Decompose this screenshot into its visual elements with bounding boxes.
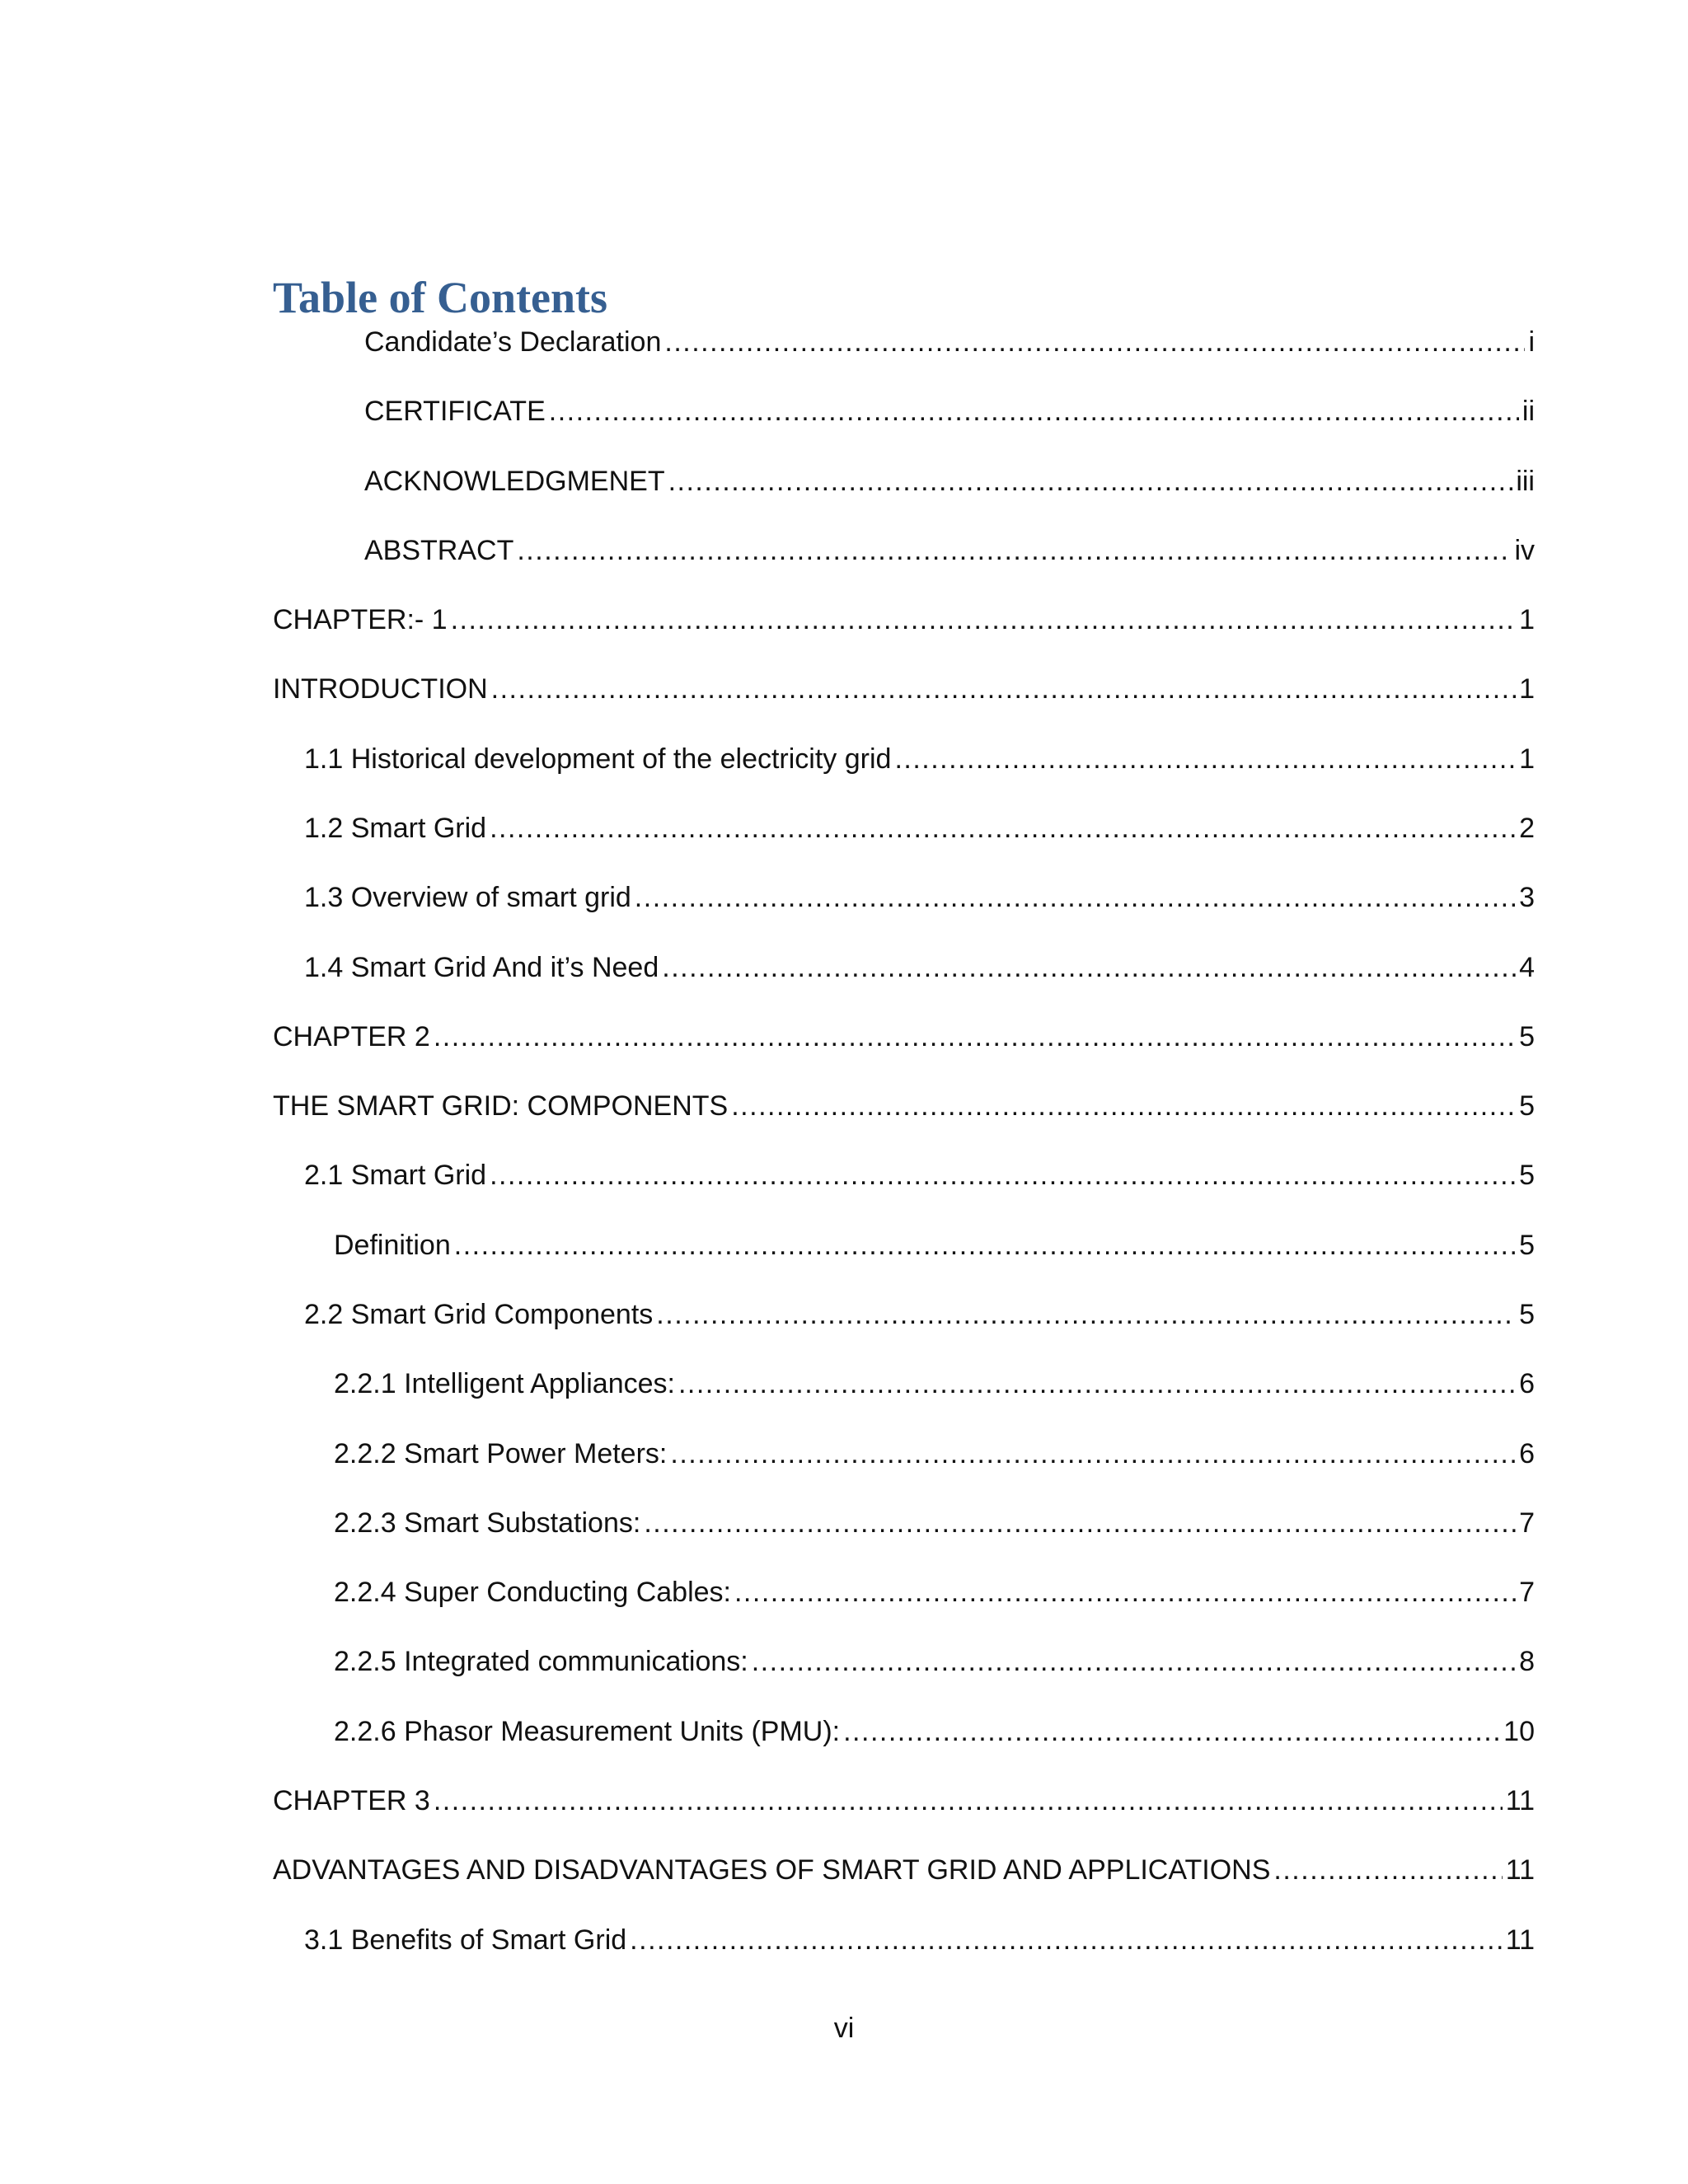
toc-entry[interactable]: [334, 1504, 1535, 1542]
toc-entry-page: i: [1528, 326, 1535, 358]
dot-leader: [451, 601, 1516, 639]
dot-leader: [549, 392, 1519, 430]
toc-entry-page: iv: [1514, 535, 1535, 566]
toc-entry[interactable]: [364, 532, 1535, 569]
toc-entry[interactable]: [273, 1087, 1535, 1125]
dot-leader: [491, 670, 1516, 708]
toc-entry-page: 5: [1519, 1299, 1535, 1330]
toc-entry-page: 2: [1519, 813, 1535, 844]
dot-leader: [894, 740, 1516, 778]
dot-leader: [635, 879, 1516, 916]
toc-entry[interactable]: [334, 1573, 1535, 1611]
toc-entry-page: 1: [1519, 604, 1535, 635]
toc-entry-text: ABSTRACT: [364, 535, 514, 566]
toc-entry[interactable]: [334, 1713, 1535, 1750]
dot-leader: [678, 1365, 1516, 1403]
toc-entry-text: Candidate’s Declaration: [364, 326, 662, 358]
toc-entry-page: 10: [1503, 1716, 1535, 1747]
toc-entry-text: ACKNOWLEDGMENET: [364, 466, 665, 497]
dot-leader: [490, 809, 1516, 847]
toc-entry[interactable]: [364, 392, 1535, 430]
toc-entry-text: 3.1 Benefits of Smart Grid: [304, 1924, 627, 1956]
toc-entry[interactable]: [304, 949, 1535, 987]
toc-entry[interactable]: [304, 1296, 1535, 1333]
dot-leader: [454, 1226, 1516, 1264]
toc-entry-page: 8: [1519, 1646, 1535, 1677]
toc-entry-text: 1.3 Overview of smart grid: [304, 882, 631, 913]
dot-leader: [517, 532, 1511, 569]
dot-leader: [1273, 1851, 1502, 1889]
toc-entry[interactable]: [304, 740, 1535, 778]
toc-entry-text: INTRODUCTION: [273, 673, 488, 705]
toc-entry-page: 3: [1519, 882, 1535, 913]
dot-leader: [752, 1643, 1516, 1680]
dot-leader: [843, 1713, 1500, 1750]
toc-entry[interactable]: [334, 1226, 1535, 1264]
page-number: vi: [833, 2013, 855, 2044]
toc-entry-text: 1.2 Smart Grid: [304, 813, 487, 844]
toc-entry-text: CHAPTER 2: [273, 1021, 430, 1052]
dot-leader: [490, 1156, 1516, 1194]
dot-leader: [434, 1782, 1503, 1820]
toc-entry-text: 1.4 Smart Grid And it’s Need: [304, 952, 659, 983]
toc-entry-text: 2.2.6 Phasor Measurement Units (PMU):: [334, 1716, 841, 1747]
toc-entry-page: 11: [1505, 1924, 1535, 1956]
toc-entry-text: CERTIFICATE: [364, 396, 546, 427]
toc-entry[interactable]: [273, 1782, 1535, 1820]
toc-entry-page: ii: [1522, 396, 1535, 427]
toc-entry[interactable]: [334, 1365, 1535, 1403]
toc-entry-page: 5: [1519, 1090, 1535, 1122]
toc-entry-page: 1: [1519, 743, 1535, 775]
dot-leader: [664, 323, 1525, 361]
toc-entry[interactable]: [273, 1851, 1535, 1889]
toc-entry[interactable]: [364, 462, 1535, 500]
toc-entry-page: 1: [1519, 673, 1535, 705]
toc-entry-page: 5: [1519, 1160, 1535, 1191]
dot-leader: [662, 949, 1516, 987]
toc-entry-page: iii: [1516, 466, 1535, 497]
dot-leader: [734, 1573, 1516, 1611]
toc-entry-page: 6: [1519, 1368, 1535, 1399]
toc-entry[interactable]: [304, 1921, 1535, 1959]
toc-entry-page: 7: [1519, 1577, 1535, 1608]
toc-entry[interactable]: [334, 1643, 1535, 1680]
toc-entry-page: 4: [1519, 952, 1535, 983]
dot-leader: [656, 1296, 1516, 1333]
toc-entry-text: CHAPTER:- 1: [273, 604, 448, 635]
toc-entry-text: ADVANTAGES AND DISADVANTAGES OF SMART GRID AND APPLICATIONS: [273, 1854, 1271, 1886]
toc-entry[interactable]: [273, 1018, 1535, 1056]
toc-entry-page: 5: [1519, 1230, 1535, 1261]
toc-entry-text: 2.1 Smart Grid: [304, 1160, 487, 1191]
toc-entry-page: 6: [1519, 1438, 1535, 1469]
dot-leader: [630, 1921, 1503, 1959]
toc-entry-text: CHAPTER 3: [273, 1785, 430, 1816]
dot-leader: [644, 1504, 1516, 1542]
toc-entry[interactable]: [273, 601, 1535, 639]
toc-entry-text: 1.1 Historical development of the electricity grid: [304, 743, 892, 775]
toc-entry[interactable]: [304, 1156, 1535, 1194]
page-title: Table of Contents: [273, 273, 608, 322]
dot-leader: [434, 1018, 1516, 1056]
toc-entry-text: THE SMART GRID: COMPONENTS: [273, 1090, 729, 1122]
dot-leader: [670, 1435, 1516, 1473]
toc-entry[interactable]: [364, 323, 1535, 361]
toc-entry-text: 2.2.4 Super Conducting Cables:: [334, 1577, 731, 1608]
toc-entry[interactable]: [304, 879, 1535, 916]
dot-leader: [731, 1087, 1516, 1125]
toc-entry-text: 2.2.1 Intelligent Appliances:: [334, 1368, 675, 1399]
toc-entry-page: 11: [1505, 1854, 1535, 1886]
toc-entry-text: Definition: [334, 1230, 451, 1261]
toc-entry-text: 2.2.2 Smart Power Meters:: [334, 1438, 668, 1469]
toc-entry-page: 7: [1519, 1507, 1535, 1539]
toc-entry[interactable]: [273, 670, 1535, 708]
dot-leader: [668, 462, 1513, 500]
toc-entry-page: 11: [1505, 1785, 1535, 1816]
toc-entry-text: 2.2.3 Smart Substations:: [334, 1507, 641, 1539]
toc-entry[interactable]: [334, 1435, 1535, 1473]
toc-entry[interactable]: [304, 809, 1535, 847]
toc-entry-page: 5: [1519, 1021, 1535, 1052]
toc-entry-text: 2.2.5 Integrated communications:: [334, 1646, 748, 1677]
toc-entry-text: 2.2 Smart Grid Components: [304, 1299, 654, 1330]
